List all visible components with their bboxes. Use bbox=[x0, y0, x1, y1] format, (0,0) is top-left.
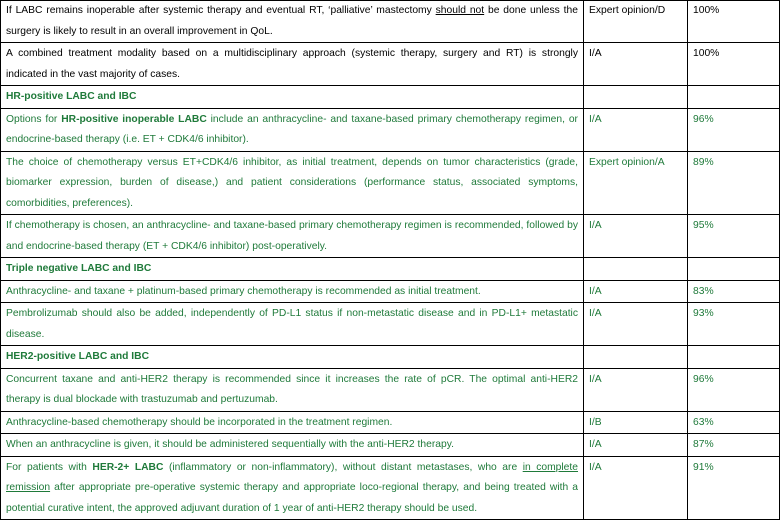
level-of-evidence: I/A bbox=[584, 368, 688, 411]
recommendation-row bbox=[1, 368, 780, 411]
level-of-evidence: Expert opinion/D bbox=[584, 1, 688, 43]
text-run: For patients with bbox=[6, 461, 93, 473]
level-of-evidence bbox=[584, 86, 688, 109]
consensus-percentage bbox=[688, 86, 780, 109]
text-run: (inflammatory or non-inflammatory), without distant metastases, who are bbox=[163, 461, 523, 473]
text-run: Anthracycline-based chemotherapy should be incorporated in the treatment regimen. bbox=[6, 416, 393, 428]
consensus-percentage: 100% bbox=[688, 43, 780, 86]
text-run: If LABC remains inoperable after systemic therapy and eventual RT, ‘palliative’ mastectomy bbox=[6, 5, 436, 16]
section-header-row bbox=[1, 346, 780, 369]
text-run: HR-positive LABC and IBC bbox=[6, 91, 137, 102]
consensus-percentage bbox=[688, 346, 780, 369]
recommendation-row bbox=[1, 434, 780, 457]
text-run: The choice of chemotherapy versus ET+CDK4/6 inhibitor, as initial treatment, depends on tumor characteristics (grade, biomarker expression, burden of disease,) and patient considerations (performance status, associated symptoms, comorbidities, preferences). bbox=[6, 156, 578, 209]
text-run: HER2-positive LABC and IBC bbox=[6, 351, 150, 362]
consensus-percentage: 89% bbox=[688, 151, 780, 215]
consensus-percentage: 87% bbox=[688, 434, 780, 457]
level-of-evidence: I/A bbox=[584, 434, 688, 457]
consensus-percentage: 91% bbox=[688, 456, 780, 520]
level-of-evidence: I/A bbox=[584, 215, 688, 258]
section-header-row bbox=[1, 86, 780, 109]
level-of-evidence: I/A bbox=[584, 303, 688, 346]
recommendation-text bbox=[1, 411, 584, 434]
text-run: A combined treatment modality based on a multidisciplinary approach (systemic therapy, surgery and RT) is strongly indicated in the vast majority of cases. bbox=[6, 48, 578, 80]
level-of-evidence bbox=[584, 346, 688, 369]
recommendation-row bbox=[1, 411, 780, 434]
text-run: When an anthracycline is given, it should be administered sequentially with the anti-HER2 therapy. bbox=[6, 439, 454, 450]
text-run: Anthracycline- and taxane + platinum-based primary chemotherapy is recommended as initial treatment. bbox=[6, 285, 481, 297]
underlined-text: in complete remission bbox=[6, 461, 579, 493]
recommendation-row bbox=[1, 1, 780, 43]
level-of-evidence: I/A bbox=[584, 108, 688, 151]
recommendation-text bbox=[1, 151, 584, 215]
recommendation-text bbox=[1, 434, 584, 457]
text-run: Concurrent taxane and anti-HER2 therapy is recommended since it increases the rate of pCR. The optimal anti-HER2 therapy is dual blockade with trastuzumab and pertuzumab. bbox=[6, 373, 578, 405]
recommendation-text bbox=[1, 303, 584, 346]
level-of-evidence: I/A bbox=[584, 456, 688, 520]
consensus-percentage: 63% bbox=[688, 411, 780, 434]
recommendation-row bbox=[1, 43, 780, 86]
consensus-percentage: 100% bbox=[688, 1, 780, 43]
recommendation-row bbox=[1, 456, 780, 520]
consensus-percentage: 96% bbox=[688, 108, 780, 151]
recommendation-text bbox=[1, 1, 584, 43]
recommendation-row bbox=[1, 280, 780, 303]
text-run: Pembrolizumab should also be added, independently of PD-L1 status if non-metastatic disease and in PD-L1+ metastatic disease. bbox=[6, 308, 578, 340]
bold-text: HR-positive inoperable LABC bbox=[61, 113, 207, 125]
recommendations-body bbox=[1, 1, 780, 520]
recommendation-text bbox=[1, 456, 584, 520]
recommendation-row bbox=[1, 108, 780, 151]
consensus-percentage: 83% bbox=[688, 280, 780, 303]
section-header-row bbox=[1, 258, 780, 281]
recommendation-text bbox=[1, 43, 584, 86]
underlined-text: should not bbox=[435, 5, 485, 16]
recommendation-text bbox=[1, 215, 584, 258]
recommendation-row bbox=[1, 151, 780, 215]
recommendation-text bbox=[1, 280, 584, 303]
section-title bbox=[1, 346, 584, 369]
recommendation-text bbox=[1, 108, 584, 151]
text-run: include an anthracycline- and taxane-based primary chemotherapy regimen, or endocrine-based therapy (i.e. ET + CDK4/6 inhibitor). bbox=[6, 113, 578, 145]
recommendation-row bbox=[1, 215, 780, 258]
level-of-evidence: I/A bbox=[584, 280, 688, 303]
level-of-evidence: I/A bbox=[584, 43, 688, 86]
level-of-evidence bbox=[584, 258, 688, 281]
text-run: Options for bbox=[6, 113, 62, 125]
level-of-evidence: Expert opinion/A bbox=[584, 151, 688, 215]
text-run: If chemotherapy is chosen, an anthracycline- and taxane-based primary chemotherapy regimen is recommended, followed by and endocrine-based therapy (ET + CDK4/6 inhibitor) post-operatively. bbox=[6, 220, 578, 252]
consensus-percentage: 93% bbox=[688, 303, 780, 346]
text-run: be done unless the surgery is likely to result in an overall improvement in QoL. bbox=[6, 5, 578, 37]
consensus-percentage bbox=[688, 258, 780, 281]
consensus-percentage: 96% bbox=[688, 368, 780, 411]
section-title bbox=[1, 258, 584, 281]
bold-text: HER-2+ LABC bbox=[92, 461, 164, 473]
text-run: Triple negative LABC and IBC bbox=[6, 263, 152, 274]
recommendation-row bbox=[1, 303, 780, 346]
consensus-percentage: 95% bbox=[688, 215, 780, 258]
section-title bbox=[1, 86, 584, 109]
level-of-evidence: I/B bbox=[584, 411, 688, 434]
recommendation-text bbox=[1, 368, 584, 411]
text-run: after appropriate pre-operative systemic therapy and appropriate loco-regional therapy, and being treated with a potential curative intent, the approved adjuvant duration of 1 year of anti-HER2 therapy should be used. bbox=[6, 482, 578, 514]
